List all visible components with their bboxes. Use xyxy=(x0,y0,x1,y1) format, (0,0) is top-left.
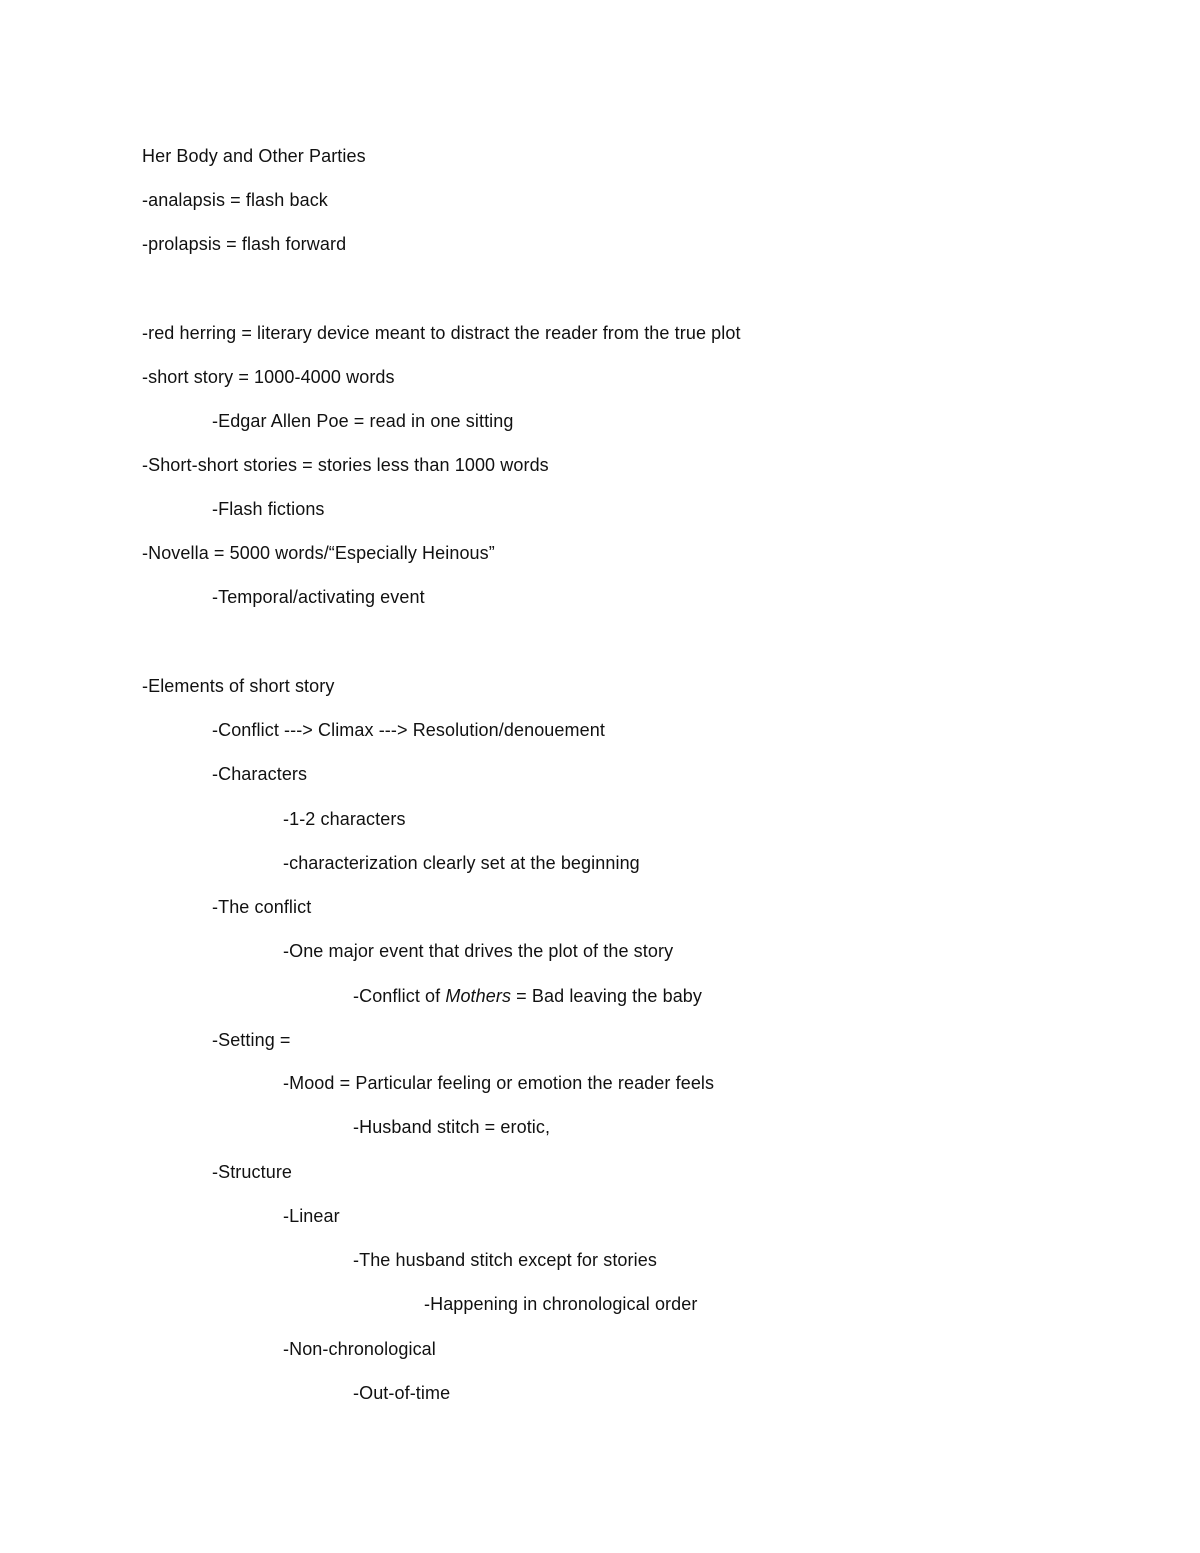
note-line: -Conflict ---> Climax ---> Resolution/denouement xyxy=(212,720,605,740)
note-line: -Novella = 5000 words/“Especially Heinous” xyxy=(142,543,495,563)
italic-title: Mothers xyxy=(445,986,512,1006)
note-line: -characterization clearly set at the beginning xyxy=(283,853,640,873)
note-line: -Flash fictions xyxy=(212,499,325,519)
note-line: -Mood = Particular feeling or emotion the reader feels xyxy=(283,1073,715,1093)
conflict-suffix: = Bad leaving the baby xyxy=(511,986,703,1006)
note-line: -Characters xyxy=(212,764,308,784)
note-line: -Happening in chronological order xyxy=(424,1294,698,1314)
note-line: -Non-chronological xyxy=(283,1339,436,1359)
note-line: -analapsis = flash back xyxy=(142,190,328,210)
document-title: Her Body and Other Parties xyxy=(142,146,366,166)
note-line: -The conflict xyxy=(212,897,312,917)
note-line: -Temporal/activating event xyxy=(212,587,425,607)
note-line: -Setting = xyxy=(212,1030,291,1050)
note-line: -Edgar Allen Poe = read in one sitting xyxy=(212,411,514,431)
note-line: -One major event that drives the plot of the story xyxy=(283,941,674,961)
note-line: -Out-of-time xyxy=(353,1383,451,1403)
note-line: -Linear xyxy=(283,1206,340,1226)
note-line: -Short-short stories = stories less than 1000 words xyxy=(142,455,549,475)
note-line: -Elements of short story xyxy=(142,676,335,696)
conflict-prefix: -Conflict of xyxy=(353,986,446,1006)
note-line: -Structure xyxy=(212,1162,293,1182)
note-line: -short story = 1000-4000 words xyxy=(142,367,395,387)
note-line: -The husband stitch except for stories xyxy=(353,1250,657,1270)
note-line: -prolapsis = flash forward xyxy=(142,234,347,254)
note-line-conflict-of-mothers xyxy=(353,985,702,1007)
note-line: -1-2 characters xyxy=(283,809,406,829)
note-line: -Husband stitch = erotic, xyxy=(353,1117,551,1137)
note-line: -red herring = literary device meant to distract the reader from the true plot xyxy=(142,323,741,343)
